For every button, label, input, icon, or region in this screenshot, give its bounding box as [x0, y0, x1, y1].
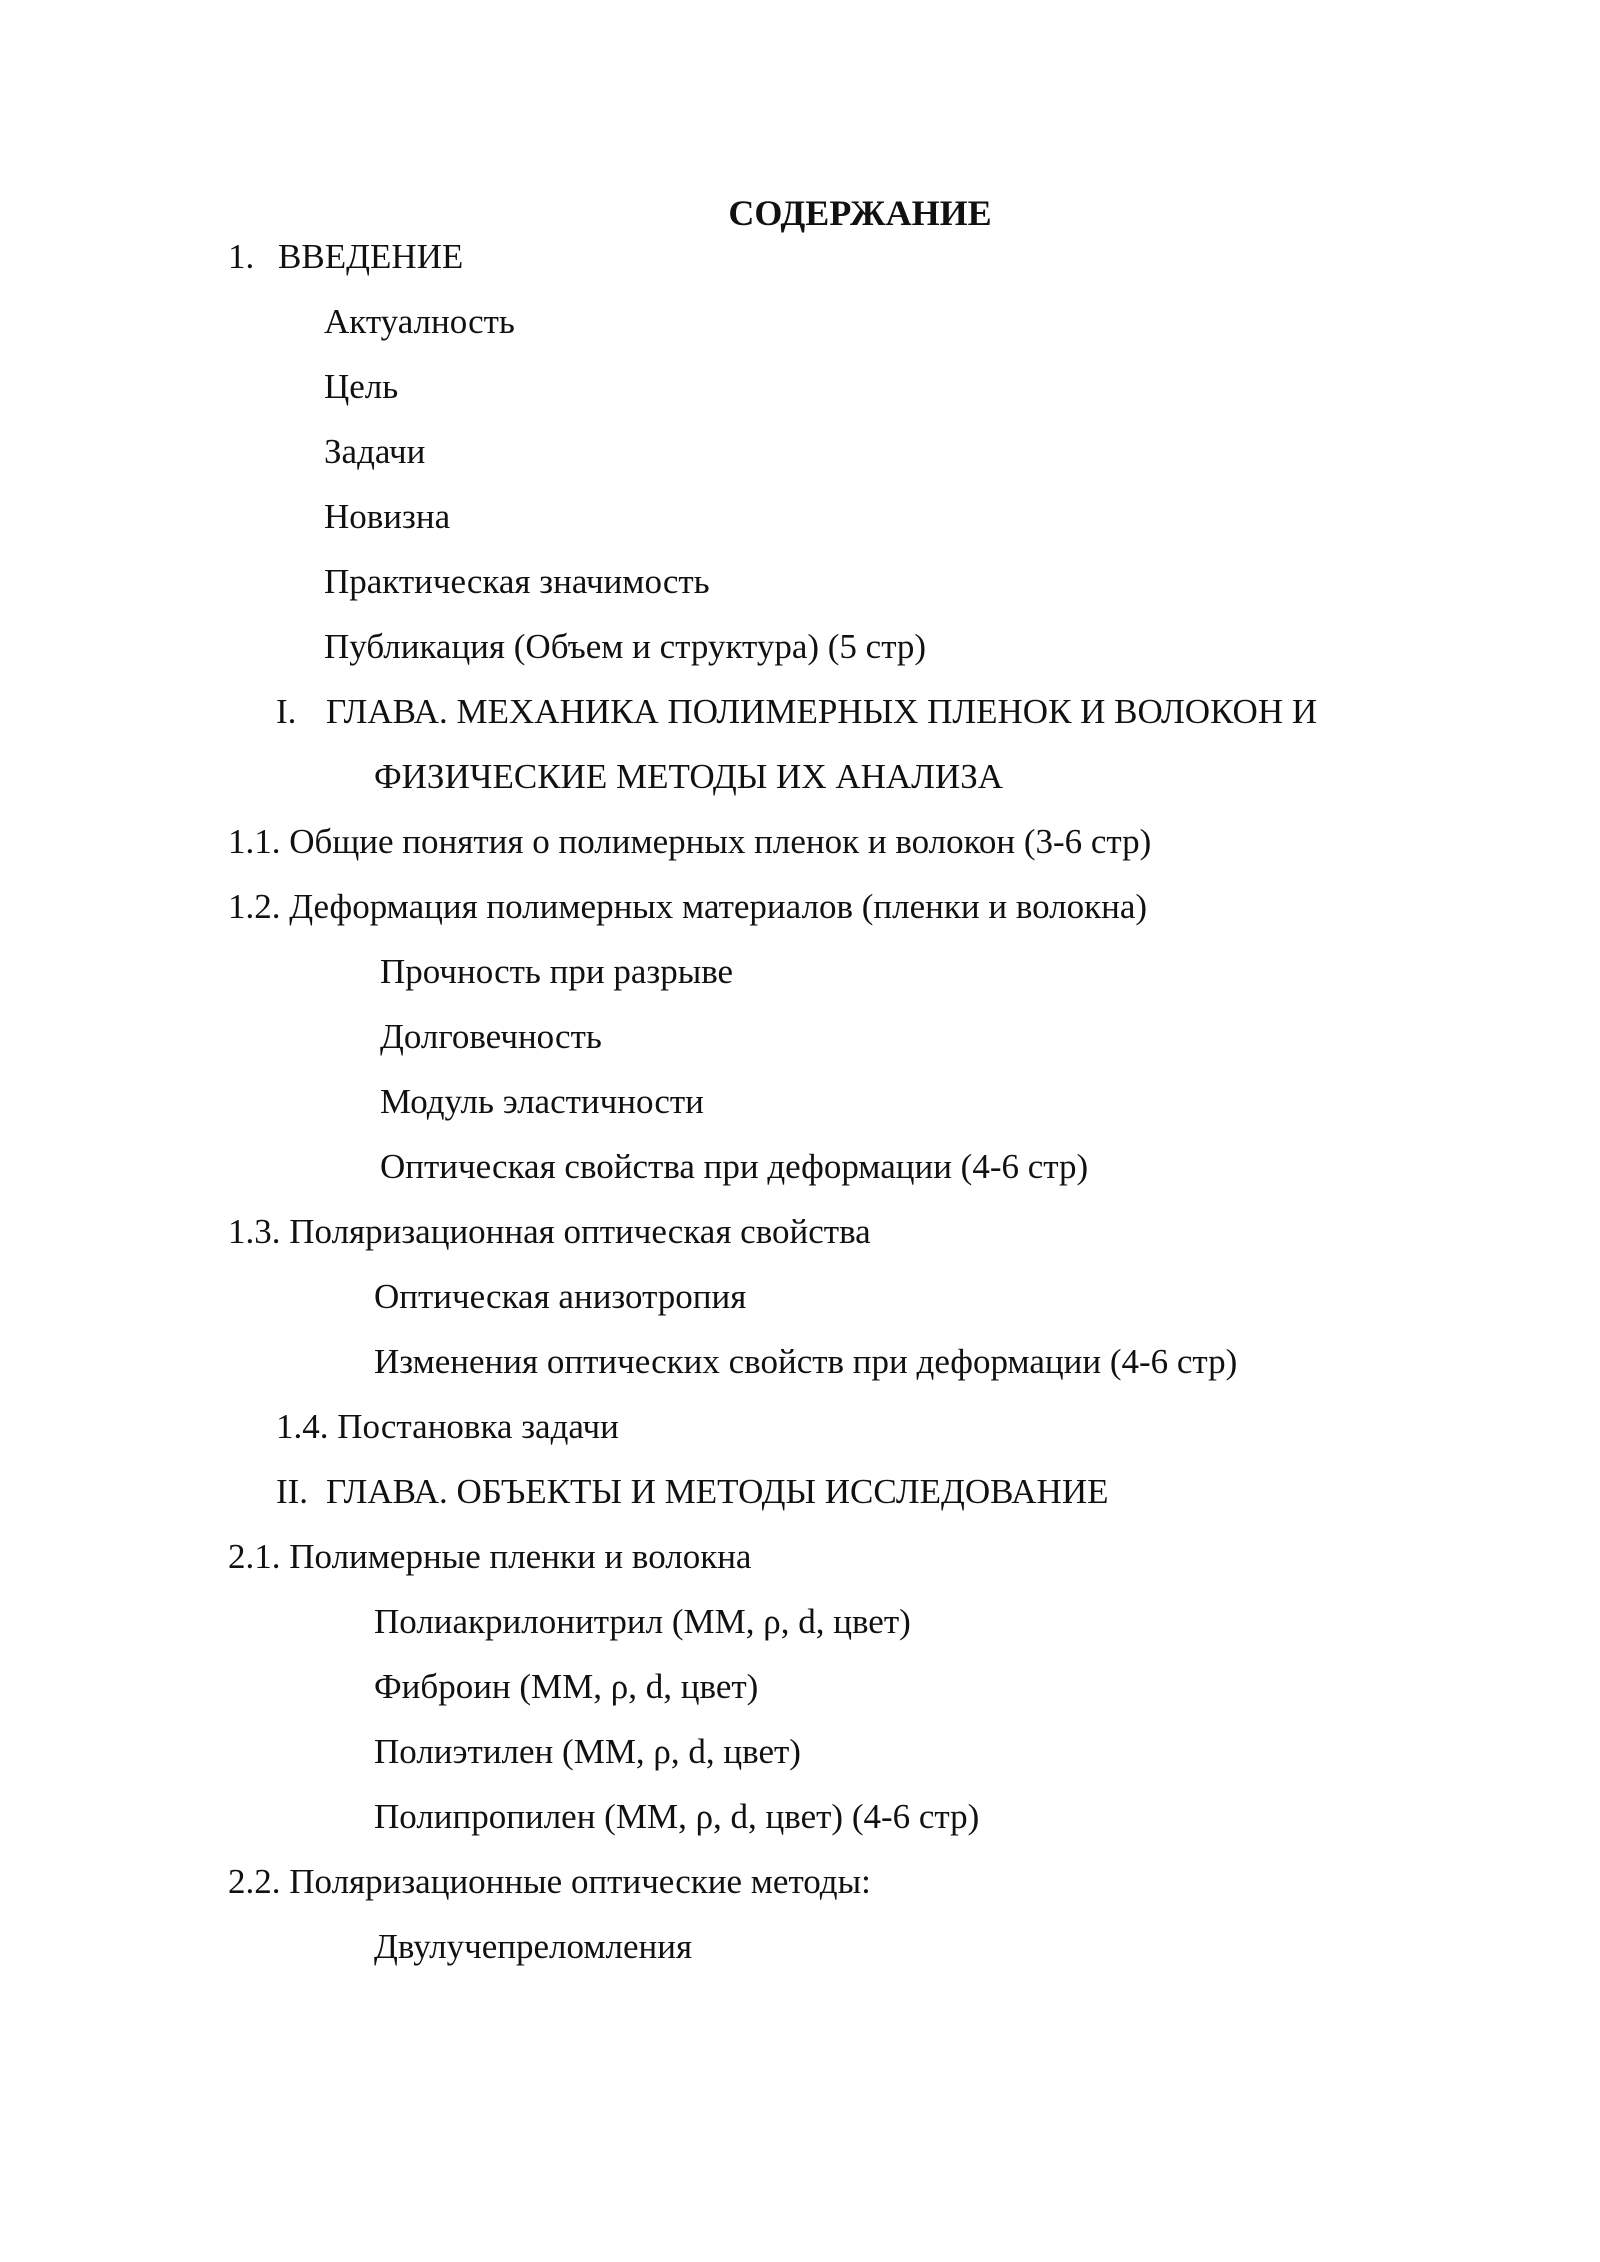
page-title: СОДЕРЖАНИЕ [728, 193, 992, 233]
toc-section: 1.4. Постановка задачи [276, 1407, 619, 1446]
toc-section: 1.1. Общие понятия о полимерных пленок и волокон (3-6 стр) [228, 822, 1152, 861]
toc-subitem: Полипропилен (ММ, ρ, d, цвет) (4-6 стр) [374, 1797, 980, 1836]
toc-item: Практическая значимость [324, 562, 710, 601]
toc-subitem: Оптическая анизотропия [374, 1277, 747, 1316]
toc-subitem: Фиброин (ММ, ρ, d, цвет) [374, 1667, 759, 1706]
toc-chapter-1 [276, 689, 1317, 735]
toc-chapter-number: II. [276, 1472, 309, 1511]
toc-subitem: Модуль эластичности [380, 1082, 704, 1121]
toc-section: 1.3. Поляризационная оптическая свойства [228, 1212, 871, 1251]
toc-item-label: ВВЕДЕНИЕ [278, 237, 464, 276]
toc-subitem: Долговечность [380, 1017, 602, 1056]
toc-section: 2.1. Полимерные пленки и волокна [228, 1537, 752, 1576]
toc-subitem: Двулучепреломления [374, 1927, 693, 1966]
toc-chapter-2 [276, 1469, 1109, 1515]
toc-subitem: Прочность при разрыве [380, 952, 734, 991]
toc-subitem: Полиэтилен (ММ, ρ, d, цвет) [374, 1732, 801, 1771]
toc-item: Публикация (Объем и структура) (5 стр) [324, 627, 927, 666]
toc-item-number: 1. [228, 237, 255, 276]
toc-item-introduction [228, 234, 463, 280]
toc-subitem: Изменения оптических свойств при деформации (4-6 стр) [374, 1342, 1238, 1381]
toc-section: 2.2. Поляризационные оптические методы: [228, 1862, 871, 1901]
toc-chapter-number: I. [276, 692, 297, 731]
toc-item: Новизна [324, 497, 451, 536]
toc-item: Задачи [324, 432, 426, 471]
toc-chapter-label: ГЛАВА. МЕХАНИКА ПОЛИМЕРНЫХ ПЛЕНОК И ВОЛОКОН И [326, 692, 1318, 731]
toc-item: Актуалность [324, 302, 515, 341]
toc-subitem: Оптическая свойства при деформации (4-6 стр) [380, 1147, 1089, 1186]
toc-chapter-1-continued: ФИЗИЧЕСКИЕ МЕТОДЫ ИХ АНАЛИЗА [374, 757, 1004, 796]
toc-item: Цель [324, 367, 399, 406]
toc-subitem: Полиакрилонитрил (ММ, ρ, d, цвет) [374, 1602, 911, 1641]
toc-chapter-label: ГЛАВА. ОБЪЕКТЫ И МЕТОДЫ ИССЛЕДОВАНИЕ [326, 1472, 1109, 1511]
toc-section: 1.2. Деформация полимерных материалов (пленки и волокна) [228, 887, 1148, 926]
